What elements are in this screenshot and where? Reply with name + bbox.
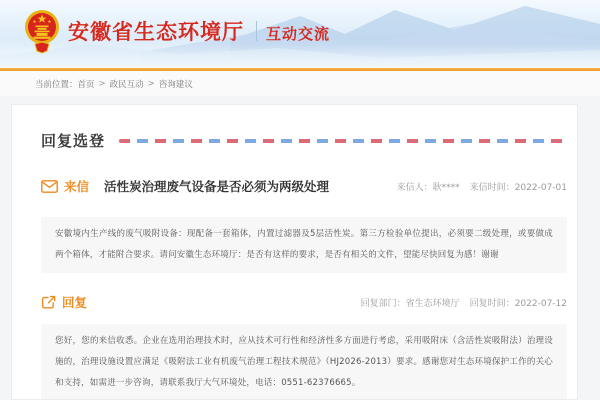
breadcrumb-item-interaction[interactable]: 政民互动 <box>109 79 144 90</box>
letter-meta <box>397 180 567 193</box>
reply-content: 您好，您的来信收悉。企业在选用治理技术时，应从技术可行性和经济性多方面进行考虑，采用吸附床（含活性炭吸附法）治理设施的，治理设施设置应满足《吸附法工业有机废气治理工程技术规范》（HJ2026-2013）要求。感谢您对生态环境保护工作的关心和支持，如需进一步咨询，请联系我厅大气环境处，电话：0551-62376665。 <box>41 324 567 400</box>
reply-time-value: 2022-07-12 <box>514 298 567 309</box>
page-title-row <box>41 130 563 151</box>
breadcrumb-label: 当前位置： <box>35 79 78 90</box>
breadcrumb-separator: > <box>98 78 106 89</box>
page-title: 回复选登 <box>41 132 106 150</box>
reply-time-label: 回复时间： <box>469 298 515 309</box>
reply-dept-label: 回复部门： <box>360 298 406 309</box>
site-title: 安徽省生态环境厅 <box>68 20 244 44</box>
breadcrumb-item-home[interactable]: 首页 <box>77 79 95 90</box>
letter-time-value: 2022-07-01 <box>514 182 567 193</box>
breadcrumb-separator: > <box>147 78 155 89</box>
letter-sender-label: 来信人： <box>396 182 433 193</box>
brand <box>24 8 330 54</box>
decorative-dashed-line <box>119 139 563 143</box>
letter-subject[interactable]: 活性炭治理废气设备是否必须为两级处理 <box>104 179 330 194</box>
title-divider <box>256 21 257 41</box>
letter-content: 安徽境内生产线的废气吸附设备：现配备一套箱体，内置过滤器及5层活性炭。第三方检验单位提出，必须要二级处理，或要做成两个箱体，才能附合要求。请问安徽生态环境厅：是否有这样的要求，是否有相关的文件，望能尽快回复为感！谢谢 <box>41 217 567 273</box>
reply-header <box>41 293 567 311</box>
site-header <box>0 0 600 68</box>
section-title: 互动交流 <box>266 24 331 43</box>
letter-time-label: 来信时间： <box>469 182 515 193</box>
envelope-icon <box>41 180 58 193</box>
letter-header <box>41 177 567 195</box>
reply-dept-value: 省生态环境厅 <box>405 298 460 309</box>
national-emblem-icon <box>24 8 60 54</box>
reply-meta <box>361 296 567 309</box>
reply-tag: 回复 <box>62 295 88 310</box>
reply-arrow-icon <box>41 295 56 310</box>
breadcrumb <box>0 71 600 96</box>
breadcrumb-item-consultation[interactable]: 咨询建议 <box>158 79 193 90</box>
letter-sender-value: 耿**** <box>432 182 460 193</box>
letter-tag: 来信 <box>64 179 90 194</box>
content-card <box>11 104 578 400</box>
